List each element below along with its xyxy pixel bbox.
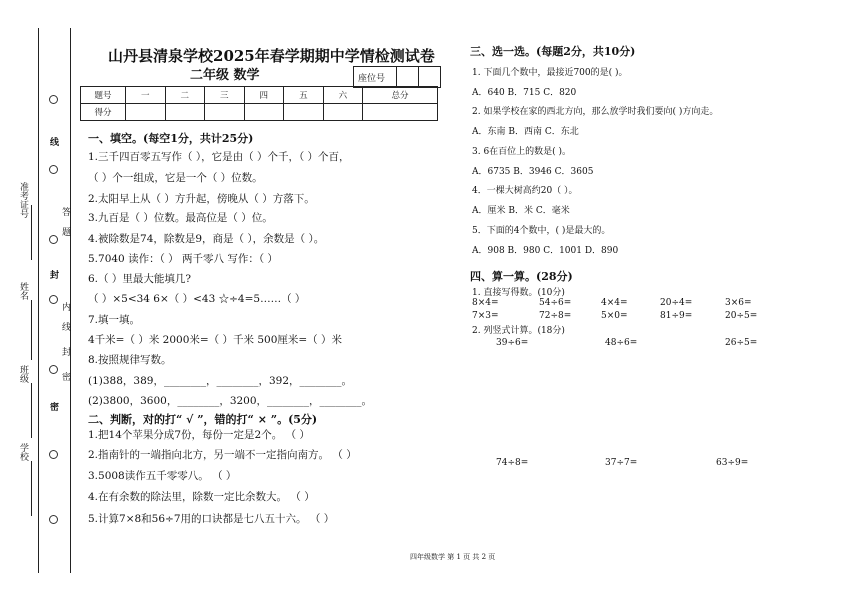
oral-calc-item: 8×4= (472, 298, 499, 308)
section1-line: （ ）个一组成，它是一个（ ）位数。 (88, 172, 263, 184)
seal-char: 内 (62, 303, 72, 313)
binding-hole (49, 95, 58, 104)
binding-hole (49, 365, 58, 374)
binding-hole (49, 450, 58, 459)
binding-hole (49, 235, 58, 244)
section3-line: A．6735 B．3946 C．3605 (472, 167, 594, 177)
section2-line: 1.把14个苹果分成7份，每份一定是2个。 （ ） (88, 429, 310, 441)
oral-calc-item: 7×3= (472, 311, 499, 321)
score-input-cell[interactable] (244, 104, 284, 121)
seal-char: 密 (62, 373, 72, 383)
oral-calc-item: 81÷9= (660, 311, 693, 321)
seat-number-label: 座位号 (358, 74, 386, 84)
field-school-label: 学校 (18, 443, 28, 461)
vertical-calc-item: 39÷6= (496, 338, 529, 348)
vertical-calc-item: 26÷5= (725, 338, 758, 348)
seal-char: 题 (62, 228, 72, 238)
section3-line: A．640 B．715 C．820 (472, 88, 577, 98)
vertical-calc-item: 48÷6= (605, 338, 638, 348)
section1-line: 3.九百是（ ）位数。最高位是（ ）位。 (88, 212, 273, 224)
seal-char: 答 (62, 208, 72, 218)
seal-char: 线 (50, 138, 60, 148)
field-exam-number-line[interactable] (31, 205, 32, 260)
section3-line: 4．一棵大树高约20（ ）。 (472, 186, 578, 196)
field-school-line[interactable] (31, 461, 32, 516)
score-table-score-row (81, 104, 438, 121)
score-input-cell[interactable] (323, 104, 363, 121)
score-input-cell[interactable] (284, 104, 324, 121)
binding-hole (49, 295, 58, 304)
score-input-cell[interactable] (165, 104, 205, 121)
seat-cell-divider (418, 67, 419, 87)
seat-number-box[interactable] (353, 66, 441, 88)
section1-line: 7.填一填。 (88, 314, 141, 326)
section3-line: 3. 6在百位上的数是( )。 (472, 147, 572, 157)
oral-calc-item: 4×4= (601, 298, 628, 308)
binding-line-1 (38, 28, 39, 573)
section4-sub1: 1. 直接写得数。(10分) (472, 288, 565, 298)
seal-char: 密 (50, 403, 60, 413)
section2-title: 二、判断，对的打“ √ ”，错的打“ × ”。(5分) (88, 413, 318, 426)
exam-subtitle: 二年级 数学 (190, 68, 260, 83)
section1-line: 2.太阳早上从（ ）方升起，傍晚从（ ）方落下。 (88, 193, 315, 205)
section1-line: 5.7040 读作：（ ） 两千零八 写作：（ ） (88, 253, 278, 265)
score-cell: 二 (165, 87, 205, 104)
section1-line: 6.（ ）里最大能填几? (88, 273, 191, 285)
seal-char: 封 (50, 271, 60, 281)
field-class-line[interactable] (31, 383, 32, 438)
score-cell: 三 (205, 87, 245, 104)
seat-cell-divider (396, 67, 397, 87)
seal-char: 封 (62, 348, 72, 358)
score-cell: 一 (126, 87, 166, 104)
score-row-label: 得分 (81, 104, 126, 121)
score-cell: 四 (244, 87, 284, 104)
section2-line: 5.计算7×8和56÷7用的口诀都是七八五十六。 （ ） (88, 513, 335, 525)
section1-line: (2)3800，3600，________，3200，________，________。 (88, 395, 373, 407)
section3-line: A．908 B．980 C．1001 D．890 (472, 246, 619, 256)
score-input-cell[interactable] (205, 104, 245, 121)
section2-line: 3.5008读作五千零零八。 （ ） (88, 470, 237, 482)
score-input-cell[interactable] (126, 104, 166, 121)
score-table-header-row (81, 87, 438, 104)
section1-line: 4.被除数是74，除数是9，商是（ ），余数是（ ）。 (88, 233, 325, 245)
section1-line: 8.按照规律写数。 (88, 354, 172, 366)
section1-title: 一、填空。(每空1分，共计25分) (88, 132, 254, 145)
field-class-label: 班级 (18, 365, 28, 383)
field-name-line[interactable] (31, 300, 32, 360)
score-cell: 五 (284, 87, 324, 104)
score-cell: 六 (323, 87, 363, 104)
binding-hole (49, 515, 58, 524)
section4-title: 四、算一算。(28分) (470, 270, 573, 283)
score-cell: 题号 (81, 87, 126, 104)
binding-hole (49, 165, 58, 174)
section3-line: A．厘米 B．米 C．毫米 (472, 206, 570, 216)
section4-sub2: 2. 列竖式计算。(18分) (472, 326, 565, 336)
section1-line: 1.三千四百零五写作（ ），它是由（ ）个千，（ ）个百， (88, 151, 350, 163)
field-exam-number-label: 准考证号 (18, 182, 28, 218)
exam-title: 山丹县清泉学校2025年春学期期中学情检测试卷 (108, 47, 435, 65)
oral-calc-item: 72÷8= (539, 311, 572, 321)
section3-title: 三、选一选。(每题2分，共10分) (470, 45, 636, 58)
score-table (80, 86, 438, 121)
section2-line: 4.在有余数的除法里，除数一定比余数大。 （ ） (88, 491, 315, 503)
section2-line: 2.指南针的一端指向北方，另一端不一定指向南方。 （ ） (88, 449, 357, 461)
score-input-cell[interactable] (363, 104, 438, 121)
oral-calc-item: 5×0= (601, 311, 628, 321)
oral-calc-item: 20÷4= (660, 298, 693, 308)
section1-line: (1)388，389，________，________，392，________。 (88, 375, 352, 387)
vertical-calc-item: 74÷8= (496, 458, 529, 468)
section3-line: 1. 下面几个数中，最接近700的是( )。 (472, 68, 628, 78)
score-cell: 总分 (363, 87, 438, 104)
field-name-label: 姓名 (18, 282, 28, 300)
section1-line: 4千米=（ ）米 2000米=（ ）千米 500厘米=（ ）米 (88, 334, 343, 346)
page-footer: 四年级数学 第 1 页 共 2 页 (410, 553, 496, 561)
section3-line: A．东南 B．西南 C．东北 (472, 127, 579, 137)
vertical-calc-item: 63÷9= (716, 458, 749, 468)
seal-char: 线 (62, 323, 72, 333)
oral-calc-item: 20÷5= (725, 311, 758, 321)
section1-line: （ ）×5<34 6×（ ）<43 ☆÷4=5……（ ） (88, 293, 306, 305)
section3-line: 2. 如果学校在家的西北方向，那么放学时我们要向( )方向走。 (472, 107, 719, 117)
section3-line: 5．下面的4个数中，( )是最大的。 (472, 226, 611, 236)
oral-calc-item: 54÷6= (539, 298, 572, 308)
oral-calc-item: 3×6= (725, 298, 752, 308)
vertical-calc-item: 37÷7= (605, 458, 638, 468)
